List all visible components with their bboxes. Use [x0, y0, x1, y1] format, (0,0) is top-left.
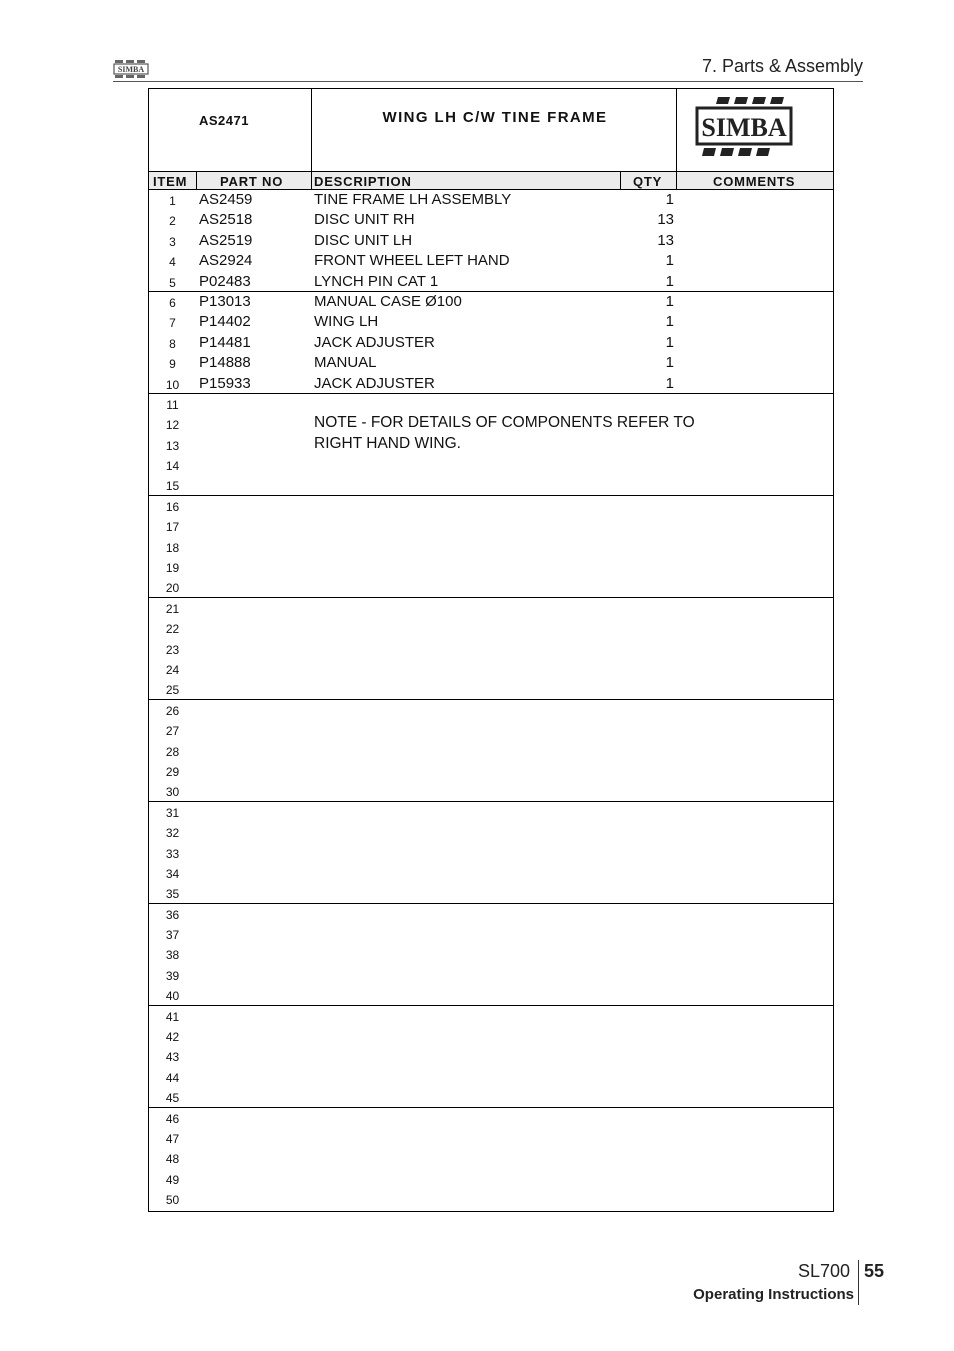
- item-number: 5: [169, 275, 176, 290]
- quantity: 1: [665, 252, 674, 270]
- parts-list-sheet: [148, 88, 834, 1212]
- part-number: AS2924: [199, 252, 253, 270]
- item-number: 7: [169, 316, 176, 331]
- table-row: [149, 679, 833, 699]
- item-number: 19: [165, 561, 180, 576]
- table-row: [149, 843, 833, 863]
- description: DISC UNIT LH: [314, 231, 413, 249]
- item-number: 44: [165, 1070, 180, 1085]
- table-row: [149, 190, 833, 210]
- table-row: [149, 557, 833, 577]
- description: DISC UNIT RH: [314, 211, 415, 229]
- part-number: AS2459: [199, 191, 253, 208]
- assembly-title: WING LH C/W TINE FRAME: [382, 109, 608, 126]
- model-name: SL700: [798, 1261, 851, 1281]
- item-number: 34: [165, 866, 180, 881]
- item-number: 8: [169, 336, 176, 351]
- table-row: [149, 1128, 833, 1148]
- item-number: 18: [165, 540, 180, 555]
- table-row: [149, 1087, 833, 1107]
- table-row: [149, 720, 833, 740]
- item-number: 29: [165, 764, 180, 779]
- item-number: 37: [165, 928, 180, 943]
- item-number: 45: [165, 1091, 180, 1106]
- item-number: 12: [165, 418, 180, 433]
- table-row: [149, 1006, 833, 1026]
- item-number: 36: [165, 907, 180, 922]
- item-number: 6: [169, 295, 176, 310]
- svg-text:SIMBA: SIMBA: [117, 65, 145, 74]
- table-row: [149, 1189, 833, 1209]
- item-number: 22: [165, 622, 180, 637]
- item-number: 24: [165, 662, 180, 677]
- part-number: P14888: [199, 354, 251, 372]
- description: MANUAL: [314, 354, 377, 372]
- column-header-comments: COMMENTS: [713, 174, 796, 189]
- table-row: [149, 251, 833, 271]
- quantity: 1: [665, 333, 674, 351]
- quantity: 1: [665, 191, 674, 208]
- item-number: 10: [165, 377, 180, 392]
- item-number: 39: [165, 968, 180, 983]
- table-row: [149, 272, 833, 292]
- item-number: 48: [165, 1152, 180, 1167]
- table-row: [149, 333, 833, 353]
- part-number: AS2519: [199, 231, 253, 249]
- table-row: [149, 944, 833, 964]
- table-row: [149, 659, 833, 679]
- item-number: 30: [165, 785, 180, 800]
- part-number: P14402: [199, 313, 251, 331]
- table-row: [149, 965, 833, 985]
- svg-text:SIMBA: SIMBA: [701, 113, 787, 142]
- item-number: 4: [169, 255, 176, 270]
- quantity: 1: [665, 313, 674, 331]
- column-header-row: [149, 171, 833, 190]
- note-text: [314, 413, 695, 454]
- table-row: [149, 1169, 833, 1189]
- table-row: [149, 455, 833, 475]
- document-label: Operating Instructions: [693, 1286, 854, 1303]
- column-header-item: ITEM: [153, 174, 188, 189]
- table-row: [149, 904, 833, 924]
- table-row: [149, 1026, 833, 1046]
- column-divider: [196, 172, 197, 189]
- item-number: 11: [166, 397, 179, 412]
- table-row: [149, 639, 833, 659]
- title-divider: [676, 89, 677, 171]
- assembly-title-row: [149, 89, 833, 171]
- assembly-part-number: AS2471: [199, 113, 249, 128]
- note-line: NOTE - FOR DETAILS OF COMPONENTS REFER TO: [314, 414, 695, 431]
- item-number: 46: [165, 1111, 180, 1126]
- item-number: 49: [165, 1172, 180, 1187]
- table-row: [149, 1046, 833, 1066]
- item-number: 41: [165, 1009, 180, 1024]
- quantity: 1: [665, 272, 674, 290]
- part-number: AS2518: [199, 211, 253, 229]
- table-row: [149, 802, 833, 822]
- table-row: [149, 577, 833, 597]
- parts-rows: [149, 190, 833, 1210]
- part-number: P13013: [199, 292, 251, 310]
- column-header-description: DESCRIPTION: [314, 174, 412, 189]
- item-number: 2: [169, 214, 176, 229]
- table-row: [149, 374, 833, 394]
- item-number: 40: [165, 989, 180, 1004]
- simba-logo: [694, 95, 794, 159]
- description: WING LH: [314, 313, 379, 331]
- table-row: [149, 598, 833, 618]
- quantity: 13: [657, 231, 674, 249]
- column-divider: [676, 172, 677, 189]
- table-row: [149, 781, 833, 801]
- item-number: 33: [165, 846, 180, 861]
- item-number: 43: [165, 1050, 180, 1065]
- table-row: [149, 924, 833, 944]
- item-number: 35: [165, 887, 180, 902]
- table-row: [149, 312, 833, 332]
- table-row: [149, 231, 833, 251]
- item-number: 25: [165, 683, 180, 698]
- table-row: [149, 985, 833, 1005]
- item-number: 47: [165, 1131, 180, 1146]
- item-number: 14: [165, 459, 180, 474]
- column-header-part-no: PART NO: [220, 174, 284, 189]
- quantity: 1: [665, 374, 674, 392]
- table-row: [149, 210, 833, 230]
- item-number: 27: [165, 724, 180, 739]
- item-number: 3: [169, 234, 176, 249]
- item-number: 32: [165, 826, 180, 841]
- quantity: 1: [665, 292, 674, 310]
- footer-divider: [858, 1260, 859, 1305]
- table-row: [149, 1148, 833, 1168]
- column-divider: [311, 172, 312, 189]
- item-number: 26: [165, 703, 180, 718]
- table-row: [149, 1067, 833, 1087]
- section-title: 7. Parts & Assembly: [701, 56, 863, 76]
- table-row: [149, 700, 833, 720]
- item-number: 38: [165, 948, 180, 963]
- part-number: P14481: [199, 333, 251, 351]
- item-number: 16: [165, 499, 180, 514]
- item-number: 42: [165, 1030, 180, 1045]
- item-number: 13: [165, 438, 180, 453]
- simba-logo-small: [113, 59, 149, 79]
- table-row: [149, 475, 833, 495]
- item-number: 20: [165, 581, 180, 596]
- table-row: [149, 353, 833, 373]
- item-number: 50: [165, 1193, 180, 1208]
- item-number: 15: [165, 479, 180, 494]
- description: JACK ADJUSTER: [314, 333, 435, 351]
- table-row: [149, 822, 833, 842]
- item-number: 28: [165, 744, 180, 759]
- table-row: [149, 496, 833, 516]
- description: MANUAL CASE Ø100: [314, 292, 462, 310]
- column-header-qty: QTY: [633, 174, 663, 189]
- table-row: [149, 394, 833, 414]
- column-divider: [620, 172, 621, 189]
- item-number: 17: [165, 520, 180, 535]
- table-row: [149, 537, 833, 557]
- header-rule: [113, 81, 863, 82]
- item-number: 23: [165, 642, 180, 657]
- item-number: 1: [169, 194, 176, 208]
- part-number: P15933: [199, 374, 251, 392]
- table-row: [149, 883, 833, 903]
- page-number: 55: [864, 1261, 885, 1281]
- table-row: [149, 863, 833, 883]
- table-row: [149, 618, 833, 638]
- table-row: [149, 741, 833, 761]
- description: FRONT WHEEL LEFT HAND: [314, 252, 510, 270]
- quantity: 13: [657, 211, 674, 229]
- table-row: [149, 761, 833, 781]
- description: LYNCH PIN CAT 1: [314, 272, 439, 290]
- part-number: P02483: [199, 272, 251, 290]
- table-row: [149, 516, 833, 536]
- description: TINE FRAME LH ASSEMBLY: [314, 191, 512, 208]
- description: JACK ADJUSTER: [314, 374, 435, 392]
- item-number: 31: [165, 805, 180, 820]
- table-row: [149, 1108, 833, 1128]
- note-line: RIGHT HAND WING.: [314, 434, 461, 452]
- item-number: 21: [165, 601, 180, 616]
- quantity: 1: [665, 354, 674, 372]
- item-number: 9: [169, 357, 176, 372]
- table-row: [149, 292, 833, 312]
